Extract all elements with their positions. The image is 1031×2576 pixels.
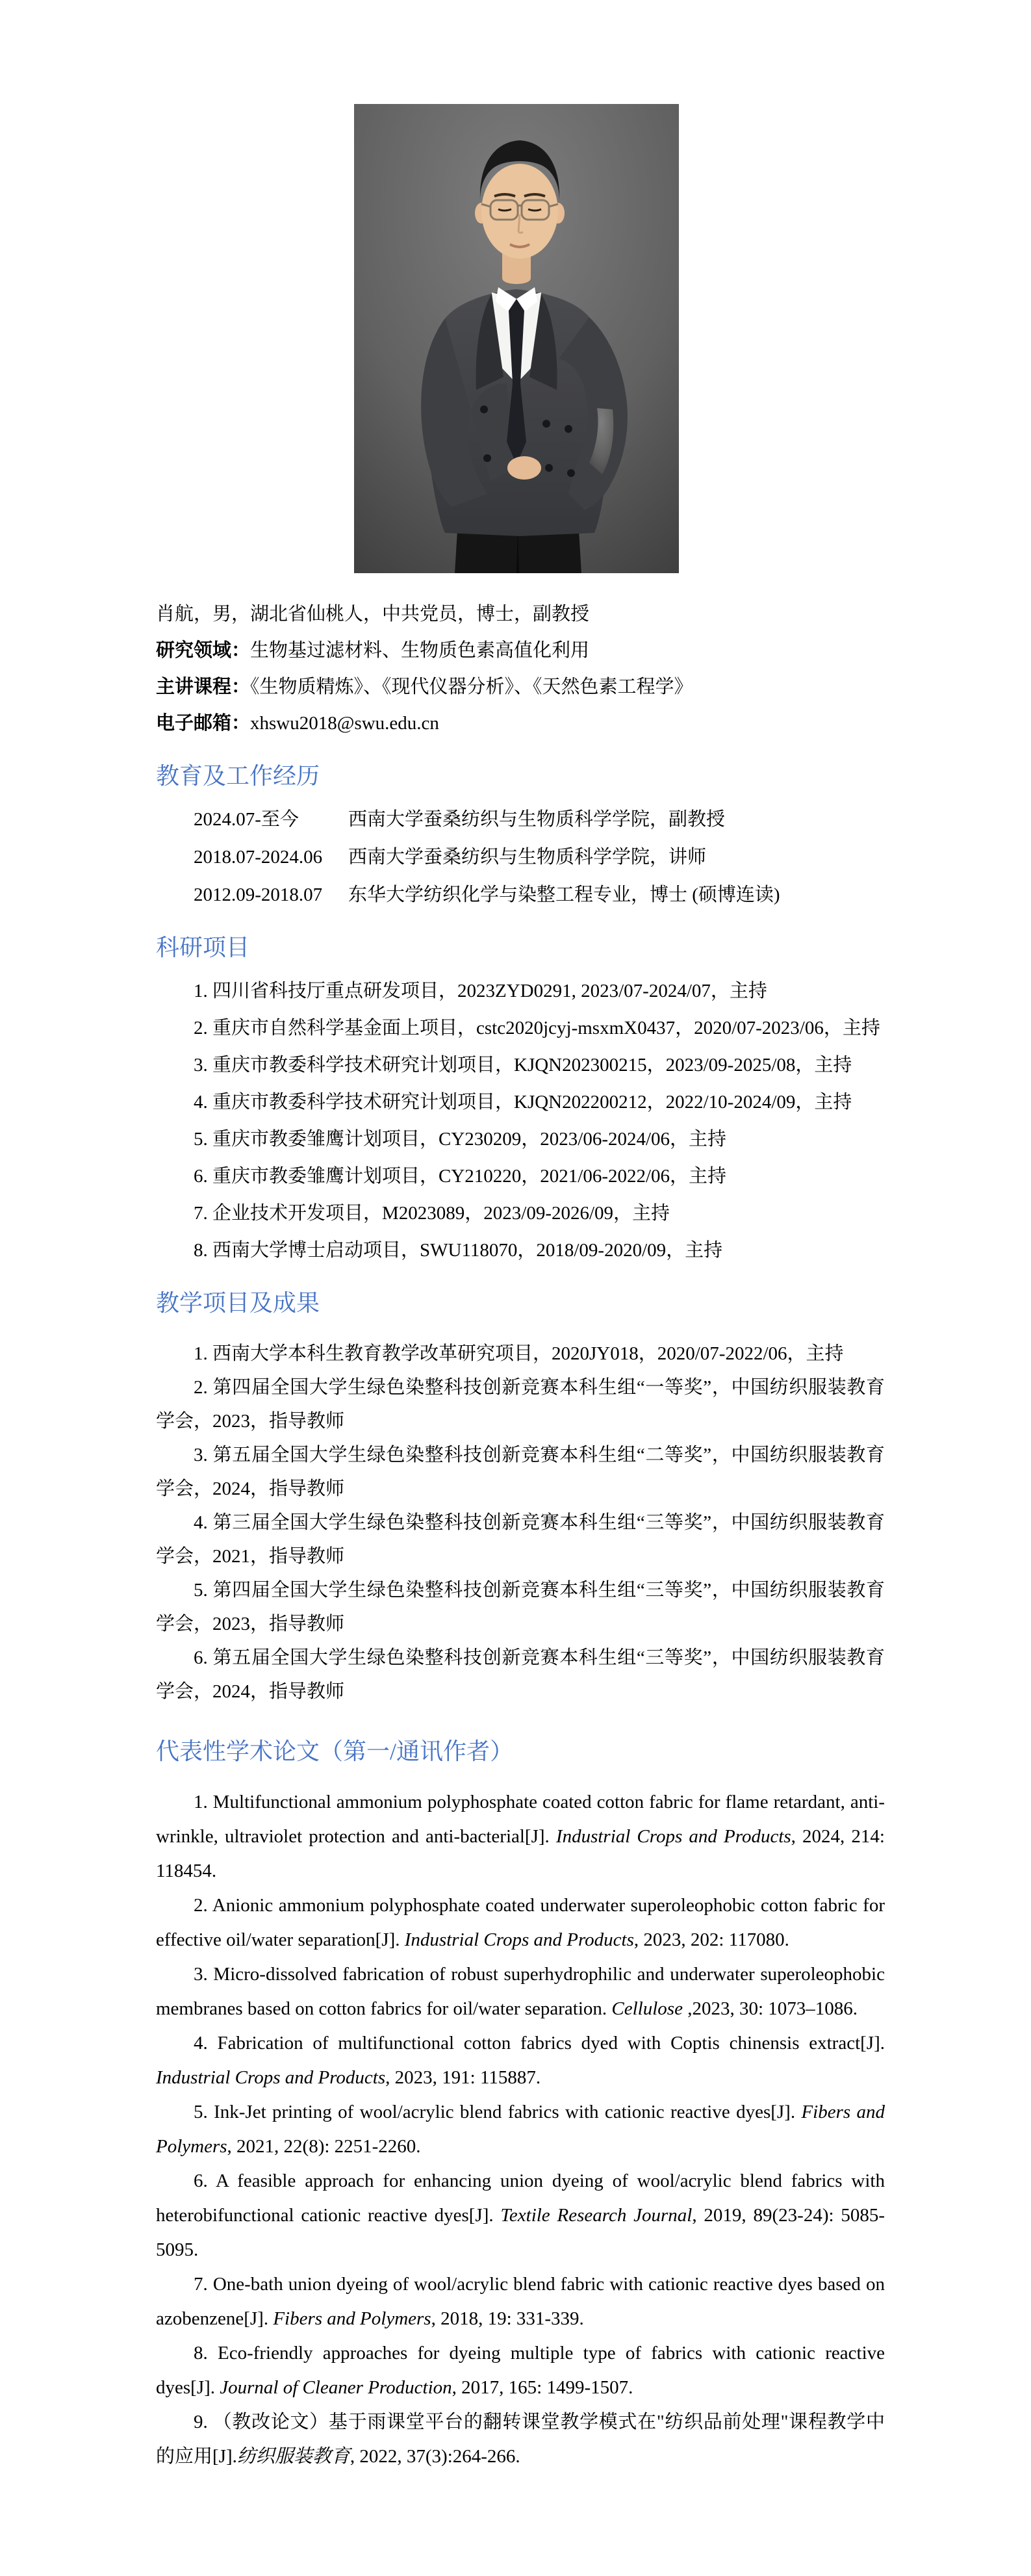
journal-name: Journal of Cleaner Production	[220, 2377, 452, 2398]
education-text: 西南大学蚕桑纺织与生物质科学学院，副教授	[348, 809, 726, 830]
research-project-item	[156, 981, 885, 1001]
research-project-item	[156, 1204, 885, 1223]
research-project-item-text: 5. 重庆市教委雏鹰计划项目，CY230209，2023/06-2024/06，主持	[194, 1129, 727, 1150]
teaching-item-text: 6. 第五届全国大学生绿色染整科技创新竞赛本科生组“三等奖”，中国纺织服装教育学会，2024，指导教师	[156, 1647, 885, 1702]
education-list	[156, 810, 885, 905]
publication-text: 1. Multifunctional ammonium polyphosphate coated cotton fabric for flame retardant, anti-wrinkle, ultraviolet protection and anti-bacterial[J].	[156, 1792, 885, 1847]
research-project-item	[156, 1129, 885, 1149]
journal-name: Industrial Crops and Products	[555, 1826, 791, 1847]
publication-text: ,2023, 30: 1073–1086.	[682, 1998, 858, 2019]
email-value: xhswu2018@swu.edu.cn	[250, 713, 439, 734]
publication-item	[156, 2164, 885, 2267]
publication-text: 5. Ink-Jet printing of wool/acrylic blend fabrics with cationic reactive dyes[J].	[194, 2102, 802, 2122]
email-label: 电子邮箱：	[156, 713, 251, 734]
research-project-item-text: 6. 重庆市教委雏鹰计划项目，CY210220，2021/06-2022/06，主持	[194, 1166, 727, 1187]
teaching-item-text: 2. 第四届全国大学生绿色染整科技创新竞赛本科生组“一等奖”，中国纺织服装教育学会，2023，指导教师	[156, 1377, 885, 1432]
section-title-research-projects: 科研项目	[156, 934, 250, 960]
publication-item	[156, 2026, 885, 2095]
section-education	[156, 762, 885, 905]
publication-item	[156, 2095, 885, 2164]
research-project-item-text: 4. 重庆市教委科学技术研究计划项目，KJQN202200212，2022/10-2024/09，主持	[194, 1092, 852, 1113]
section-title-teaching: 教学项目及成果	[156, 1290, 320, 1316]
courses-value: 《生物质精炼》、《现代仪器分析》、《天然色素工程学》	[250, 676, 693, 697]
research-project-list	[156, 981, 885, 1260]
journal-name: Textile Research Journal	[500, 2205, 693, 2226]
publication-text: , 2023, 191: 115887.	[385, 2067, 541, 2088]
teaching-item	[156, 1371, 885, 1438]
research-project-item-text: 3. 重庆市教委科学技术研究计划项目，KJQN202300215，2023/09-2025/08，主持	[194, 1055, 852, 1075]
research-field-value: 生物基过滤材料、生物质色素高值化利用	[250, 640, 590, 661]
research-project-item-text: 8. 西南大学博士启动项目，SWU118070，2018/09-2020/09，主持	[194, 1240, 723, 1261]
teaching-item-text: 3. 第五届全国大学生绿色染整科技创新竞赛本科生组“二等奖”，中国纺织服装教育学会，2024，指导教师	[156, 1445, 885, 1499]
section-research-projects	[156, 933, 885, 1260]
publication-text: , 2024, 214: 118454.	[156, 1826, 885, 1881]
teaching-item	[156, 1506, 885, 1573]
teaching-item-text: 5. 第四届全国大学生绿色染整科技创新竞赛本科生组“三等奖”，中国纺织服装教育学会，2023，指导教师	[156, 1580, 885, 1634]
education-date: 2024.07-至今	[194, 809, 299, 830]
research-project-item	[156, 1055, 885, 1075]
research-project-item	[156, 1018, 885, 1038]
research-field-label: 研究领域：	[156, 640, 251, 661]
education-text: 东华大学纺织化学与染整工程专业，博士 (硕博连读)	[348, 884, 780, 905]
publication-text: , 2017, 165: 1499-1507.	[452, 2377, 633, 2398]
section-teaching	[156, 1289, 885, 1708]
research-project-item	[156, 1092, 885, 1112]
research-project-item	[156, 1166, 885, 1186]
publication-list	[156, 1785, 885, 2474]
publication-text: 6. A feasible approach for enhancing union dyeing of wool/acrylic blend fabrics with heterobifunctional cationic reactive dyes[J].	[156, 2170, 885, 2226]
publication-item	[156, 2405, 885, 2474]
publication-item	[156, 2267, 885, 2336]
email-line	[156, 714, 885, 733]
publication-text: , 2023, 202: 117080.	[633, 1929, 789, 1950]
profile-photo	[354, 104, 679, 573]
research-project-item-text: 7. 企业技术开发项目，M2023089，2023/09-2026/09，主持	[194, 1203, 670, 1224]
courses-label: 主讲课程：	[156, 676, 251, 697]
publication-text: , 2022, 37(3):264-266.	[350, 2446, 520, 2467]
teaching-list	[156, 1337, 885, 1708]
teaching-item	[156, 1337, 885, 1371]
profile-content	[156, 604, 885, 2474]
journal-name: Fibers and Polymers	[156, 2102, 885, 2157]
publication-item	[156, 1888, 885, 1957]
education-item	[156, 885, 885, 905]
teaching-item	[156, 1573, 885, 1641]
research-field-line	[156, 641, 885, 660]
education-date: 2012.09-2018.07	[194, 884, 323, 905]
journal-name: Industrial Crops and Products	[404, 1929, 634, 1950]
journal-name: Industrial Crops and Products	[156, 2067, 386, 2088]
research-project-item-text: 2. 重庆市自然科学基金面上项目，cstc2020jcyj-msxmX0437，2020/07-2023/06，主持	[194, 1018, 880, 1038]
teaching-item-text: 1. 西南大学本科生教育教学改革研究项目，2020JY018，2020/07-2022/06，主持	[194, 1343, 844, 1364]
teaching-item	[156, 1641, 885, 1708]
publication-text: 8. Eco-friendly approaches for dyeing multiple type of fabrics with cationic reactive dyes[J].	[156, 2343, 885, 2398]
publication-item	[156, 2336, 885, 2405]
publication-text: 7. One-bath union dyeing of wool/acrylic blend fabric with cationic reactive dyes based on azobenzene[J].	[156, 2274, 885, 2329]
research-project-item-text: 1. 四川省科技厅重点研发项目，2023ZYD0291, 2023/07-2024/07，主持	[194, 981, 767, 1001]
education-text: 西南大学蚕桑纺织与生物质科学学院，讲师	[348, 847, 707, 868]
section-title-publications: 代表性学术论文（第一/通讯作者）	[156, 1738, 514, 1764]
teaching-item-text: 4. 第三届全国大学生绿色染整科技创新竞赛本科生组“三等奖”，中国纺织服装教育学会，2021，指导教师	[156, 1512, 885, 1567]
education-date: 2018.07-2024.06	[194, 847, 323, 868]
journal-name: Cellulose	[611, 1998, 683, 2019]
education-item	[156, 810, 885, 829]
publication-item	[156, 1957, 885, 2026]
courses-line	[156, 677, 885, 697]
publication-item	[156, 1785, 885, 1888]
teaching-item	[156, 1438, 885, 1506]
section-title-education: 教育及工作经历	[156, 763, 320, 789]
faculty-profile-page	[0, 104, 1031, 2576]
profile-summary: 肖航，男，湖北省仙桃人，中共党员，博士，副教授	[156, 604, 590, 625]
portrait-illustration	[354, 104, 679, 573]
publication-text: 3. Micro-dissolved fabrication of robust superhydrophilic and underwater superoleophobic membranes based on cotton fabrics for oil/water separation.	[156, 1964, 885, 2019]
journal-name: 纺织服装教育	[236, 2446, 350, 2467]
research-project-item	[156, 1241, 885, 1260]
publication-text: 4. Fabrication of multifunctional cotton fabrics dyed with Coptis chinensis extract[J].	[194, 2033, 885, 2054]
publication-text: , 2021, 22(8): 2251-2260.	[227, 2136, 421, 2157]
publication-text: 2. Anionic ammonium polyphosphate coated underwater superoleophobic cotton fabric for effective oil/water separation[J].	[156, 1895, 885, 1950]
journal-name: Fibers and Polymers	[273, 2308, 431, 2329]
section-publications	[156, 1737, 885, 2474]
publication-text: , 2018, 19: 331-339.	[431, 2308, 584, 2329]
publication-text: 9. （教改论文）基于雨课堂平台的翻转课堂教学模式在"纺织品前处理"课程教学中的应用[J].	[156, 2412, 885, 2467]
education-item	[156, 847, 885, 867]
publication-text: , 2019, 89(23-24): 5085-5095.	[156, 2205, 885, 2260]
